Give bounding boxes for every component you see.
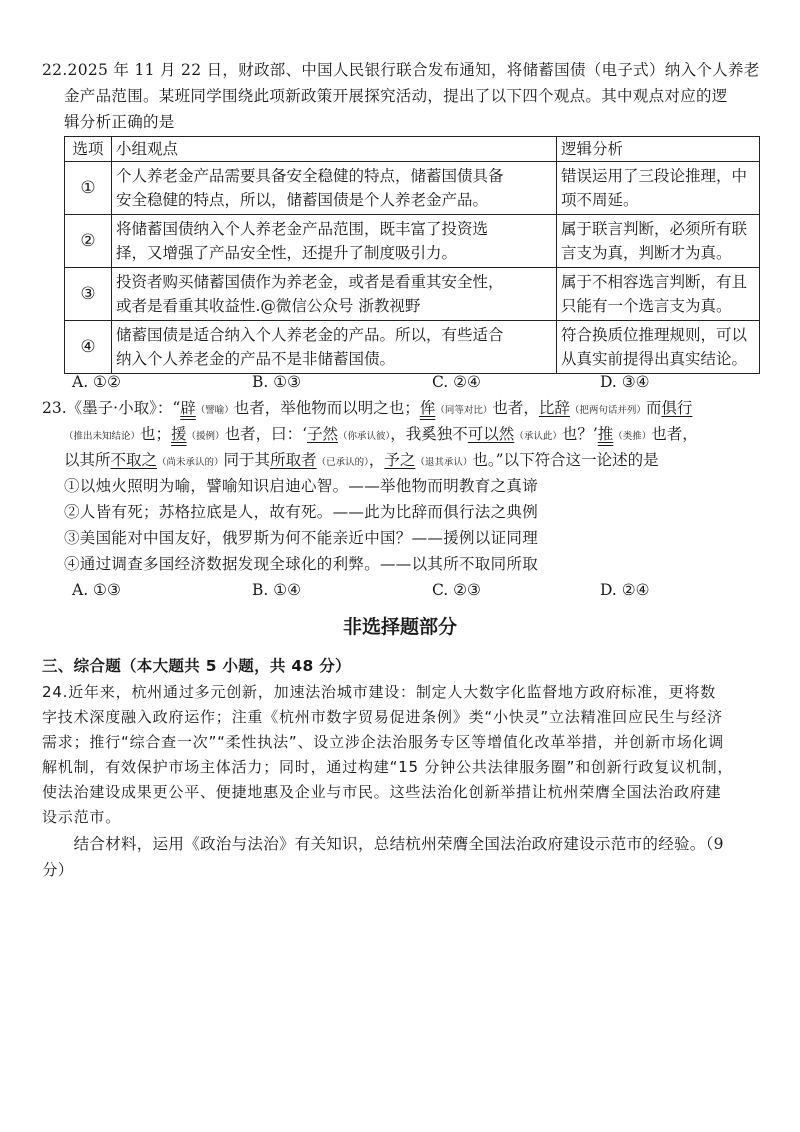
note-mou: （同等对比） [435, 405, 493, 416]
term-pi: 辟 [180, 399, 196, 417]
row-view: 储蓄国债是适合纳入个人养老金的产品。所以，有些适合 纳入个人养老金的产品不是非储蓄国债。 [116, 326, 504, 368]
section-title: 非选择题部分 [342, 616, 457, 638]
q23-option-d: D. ②④ [600, 581, 650, 599]
q23-item: ③美国能对中国友好，俄罗斯为何不能亲近中国？——援例以证同理 [64, 529, 539, 547]
row-number: ④ [65, 321, 112, 374]
row-number: ② [65, 215, 112, 268]
q23-text: 也者， [651, 425, 698, 443]
note-bici: （把两句话并列） [569, 405, 646, 416]
term-tui: 推 [597, 425, 614, 443]
row-analysis: 错误运用了三段论推理，中 项不周延。 [561, 167, 748, 209]
header-view: 小组观点 [112, 137, 557, 162]
note-ziran: （你承认彼） [338, 431, 391, 442]
table-row [65, 162, 760, 215]
q23-text: 同于其 [223, 451, 271, 469]
q23-line2 [64, 422, 698, 449]
q24-line: 设示范市。 [42, 808, 122, 826]
part3-heading: 三、综合题（本大题共 5 小题，共 48 分） [42, 657, 351, 675]
header-analysis: 逻辑分析 [557, 137, 760, 162]
q23-text: 也者，举他物而以明之也； [233, 399, 420, 417]
q24-task-line2: 分） [42, 861, 74, 879]
note-keyiran: （承认此） [514, 431, 562, 442]
note-yuzhi: （退其承认） [415, 457, 473, 468]
q22-option-c: C. ②④ [432, 373, 481, 391]
q23-text: 以其所 [64, 451, 111, 469]
term-mou: 侔 [419, 399, 436, 417]
q23-text: 也者， [492, 399, 539, 417]
row-view: 投资者购买储蓄国债作为养老金，或者是看重其安全性， 或者是看重其收益性.@微信公众号 浙教视野 [116, 273, 504, 315]
q22-option-d: D. ③④ [600, 373, 650, 391]
row-analysis: 符合换质位推理规则，可以 从真实前提得出真实结论。 [561, 326, 748, 368]
term-buqu: 不取之 [110, 451, 158, 469]
q23-option-b: B. ①④ [252, 581, 302, 599]
table-row [65, 321, 760, 374]
q24-line: 字技术深度融入政府运作；注重《杭州市数字贸易促进条例》类“小快灵”立法精准回应民生与经济 [42, 708, 723, 726]
q23-text: ， [368, 451, 385, 469]
q23-item: ①以烛火照明为喻，譬喻知识启迪心智。——举他物而明教育之真谛 [64, 477, 539, 495]
note-juxing: （推出未知结论） [64, 431, 141, 442]
q23-prefix: 23.《墨子·小取》：“ [42, 399, 181, 417]
term-bici: 比辞 [538, 399, 570, 417]
row-number: ① [65, 162, 112, 215]
header-option: 选项 [65, 137, 112, 162]
q24-line: 解机制，有效保护市场主体活力；同时，通过构建“15 分钟公共法律服务圈”和创新行政复议机制， [42, 758, 734, 776]
q24-task-line1: 结合材料，运用《政治与法治》有关知识，总结杭州荣膺全国法治政府建设示范市的经验。（9 [42, 835, 724, 853]
note-buqu: （尚未承认的） [157, 457, 224, 468]
row-analysis: 属于联言判断，必须所有联 言支为真，判断才为真。 [561, 220, 748, 262]
term-suoquzhe: 所取者 [270, 451, 317, 469]
q22-stem-line1: 22.2025 年 11 月 22 日，财政部、中国人民银行联合发布通知，将储蓄国债（电子式）纳入个人养老 [42, 61, 760, 79]
q23-text: ，我奚独不 [390, 425, 468, 443]
table-row [65, 268, 760, 321]
q23-item: ②人皆有死；苏格拉底是人，故有死。——此为比辞而俱行法之典例 [64, 503, 539, 521]
q23-option-c: C. ②③ [432, 581, 481, 599]
table-row [65, 215, 760, 268]
q23-option-a: A. ①③ [72, 581, 121, 599]
row-view: 个人养老金产品需要具备安全稳健的特点，储蓄国债具备 安全稳健的特点，所以，储蓄国债是个人养老金产品。 [116, 167, 504, 209]
q22-option-a: A. ①② [72, 373, 121, 391]
note-tui: （类推） [613, 431, 652, 442]
note-yuan: （援例） [186, 431, 225, 442]
q23-text: 也者，曰：‘ [224, 425, 307, 443]
q23-text: 也？’ [561, 425, 598, 443]
q24-line: 24.近年来，杭州通过多元创新，加速法治城市建设：制定人大数字化监督地方政府标准，更将数 [42, 683, 717, 701]
q24-line: 使法治建设成果更公平、便捷地惠及企业与市民。这些法治化创新举措让杭州荣膺全国法治政府建 [42, 783, 722, 801]
q22-stem-line2: 金产品范围。某班同学围绕此项新政策开展探究活动，提出了以下四个观点。其中观点对应的逻 [64, 87, 728, 105]
term-yuzhi: 予之 [384, 451, 416, 469]
q22-option-b: B. ①③ [252, 373, 302, 391]
q23-item: ④通过调查多国经济数据发现全球化的利弊。——以其所不取同所取 [64, 555, 539, 573]
note-suoquzhe: （已承认的） [316, 457, 369, 468]
q22-table-header [65, 137, 760, 162]
q23-line3 [64, 448, 659, 475]
q24-line: 需求；推行“综合查一次”“柔性执法”、设立涉企法治服务专区等增值化改革举措，并创新市场化调 [42, 733, 725, 751]
q23-text: 而 [645, 399, 662, 417]
row-number: ③ [65, 268, 112, 321]
q22-stem-line3: 辑分析正确的是 [64, 113, 175, 131]
row-analysis: 属于不相容选言判断，有且 只能有一个选言支为真。 [561, 273, 748, 315]
term-juxing: 俱行 [661, 399, 693, 417]
q23-text: 也； [140, 425, 172, 443]
term-yuan: 援 [171, 425, 187, 443]
term-ziran: 子然 [307, 425, 339, 443]
term-keyiran: 可以然 [467, 425, 515, 443]
q24-material [42, 680, 768, 830]
q23-line1 [42, 396, 692, 423]
note-pi: （譬喻） [195, 405, 234, 416]
row-view: 将储蓄国债纳入个人养老金产品范围，既丰富了投资选 择，又增强了产品安全性，还提升了制度吸引力。 [116, 220, 489, 262]
q23-text: 也。”以下符合这一论述的是 [472, 451, 659, 469]
q22-table [64, 136, 760, 374]
